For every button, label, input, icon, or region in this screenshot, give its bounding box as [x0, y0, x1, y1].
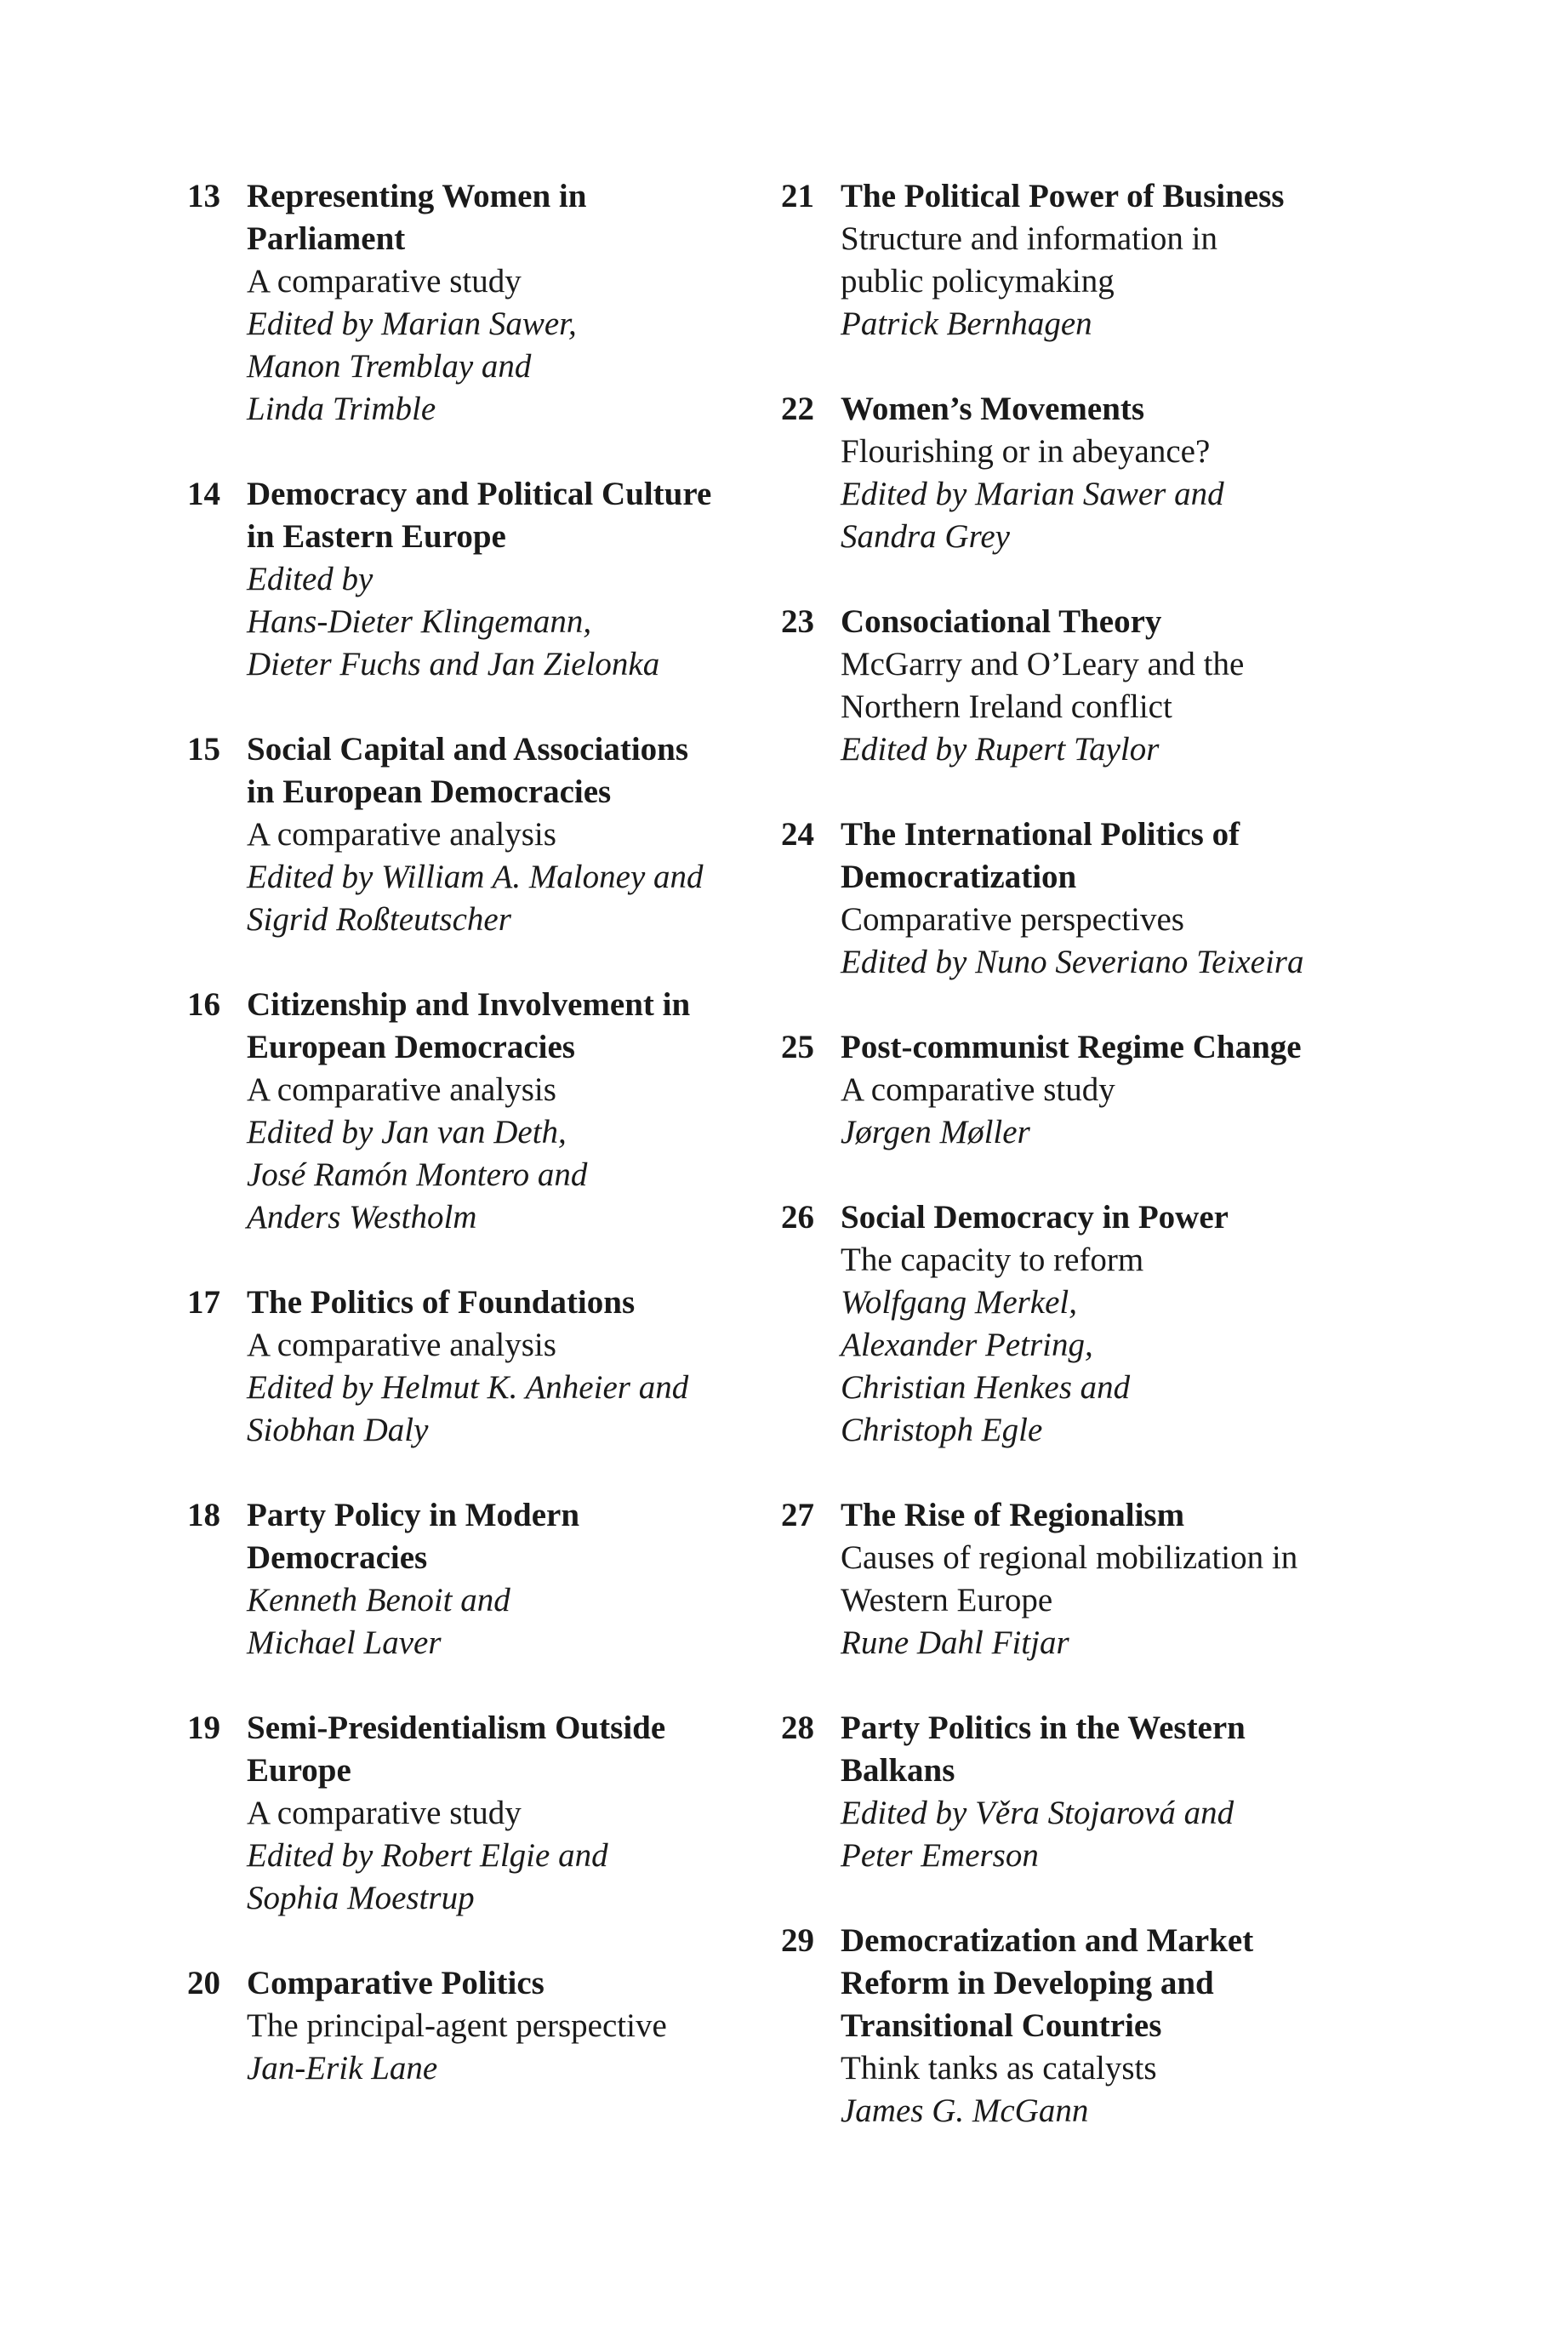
series-entry-25	[781, 1026, 1394, 1154]
entry-authors: Edited by Marian Sawer and Sandra Grey	[841, 476, 1224, 555]
entry-title: Comparative Politics	[247, 1965, 545, 2001]
entry-authors: Rune Dahl Fitjar	[841, 1624, 1069, 1661]
series-entry-15	[187, 728, 774, 941]
entry-subtitle: A comparative study	[247, 263, 522, 300]
entry-authors: Edited by Robert Elgie and Sophia Moestrup	[247, 1837, 608, 1916]
entry-authors: Jørgen Møller	[841, 1114, 1030, 1150]
entry-authors: Edited by Rupert Taylor	[841, 731, 1160, 768]
entry-authors: Patrick Bernhagen	[841, 305, 1092, 342]
series-entry-23	[781, 601, 1394, 771]
entry-number: 27	[781, 1497, 814, 1533]
entry-number: 21	[781, 178, 814, 214]
entry-authors: Edited by Hans-Dieter Klingemann, Dieter Fuchs and Jan Zielonka	[247, 561, 660, 682]
series-entry-22	[781, 388, 1394, 558]
entry-number: 15	[187, 731, 220, 768]
series-entry-14	[187, 473, 774, 686]
series-entry-13	[187, 175, 774, 431]
series-entry-18	[187, 1494, 774, 1664]
entry-title: Party Politics in the Western Balkans	[841, 1710, 1246, 1789]
series-entry-28	[781, 1707, 1394, 1877]
entry-number: 18	[187, 1497, 220, 1533]
entry-authors: Wolfgang Merkel, Alexander Petring, Christian Henkes and Christoph Egle	[841, 1284, 1131, 1448]
entry-title: The Politics of Foundations	[247, 1284, 636, 1321]
series-entry-26	[781, 1196, 1394, 1452]
entry-title: Semi-Presidentialism Outside Europe	[247, 1710, 666, 1789]
series-entry-17	[187, 1282, 774, 1452]
entry-title: Representing Women in Parliament	[247, 178, 587, 257]
entry-number: 22	[781, 391, 814, 427]
series-entry-20	[187, 1962, 774, 2090]
entry-number: 14	[187, 476, 220, 512]
entry-authors: Edited by William A. Maloney and Sigrid Roßteutscher	[247, 859, 704, 938]
entry-subtitle: A comparative analysis	[247, 816, 556, 853]
series-entry-27	[781, 1494, 1394, 1664]
entry-authors: Jan-Erik Lane	[247, 2050, 438, 2087]
entry-number: 28	[781, 1710, 814, 1746]
entry-title: Democracy and Political Culture in Eastern Europe	[247, 476, 712, 555]
series-entry-24	[781, 813, 1394, 984]
entry-authors: Edited by Jan van Deth, José Ramón Montero and Anders Westholm	[247, 1114, 588, 1236]
entry-subtitle: A comparative study	[841, 1071, 1115, 1108]
entry-number: 20	[187, 1965, 220, 2001]
left-column	[187, 175, 774, 2132]
entry-authors: Edited by Helmut K. Anheier and Siobhan Daly	[247, 1369, 689, 1448]
entry-title: Consociational Theory	[841, 603, 1162, 640]
entry-number: 26	[781, 1199, 814, 1236]
entry-subtitle: Causes of regional mobilization in Western Europe	[841, 1539, 1298, 1618]
entry-subtitle: The principal-agent perspective	[247, 2007, 667, 2044]
entry-authors: Kenneth Benoit and Michael Laver	[247, 1582, 510, 1661]
entry-title: Citizenship and Involvement in European Democracies	[247, 986, 691, 1065]
entry-number: 25	[781, 1029, 814, 1065]
entry-number: 19	[187, 1710, 220, 1746]
entry-number: 16	[187, 986, 220, 1023]
entry-number: 29	[781, 1922, 814, 1959]
entry-subtitle: A comparative analysis	[247, 1071, 556, 1108]
entry-number: 17	[187, 1284, 220, 1321]
entry-subtitle: The capacity to reform	[841, 1242, 1144, 1278]
series-entry-21	[781, 175, 1394, 345]
entry-title: The Political Power of Business	[841, 178, 1285, 214]
entry-title: The International Politics of Democratization	[841, 816, 1240, 895]
entry-subtitle: A comparative analysis	[247, 1327, 556, 1363]
entry-subtitle: McGarry and O’Leary and the Northern Ireland conflict	[841, 646, 1245, 725]
entry-authors: Edited by Věra Stojarová and Peter Emerson	[841, 1795, 1234, 1874]
entry-authors: James G. McGann	[841, 2092, 1089, 2129]
entry-title: Party Policy in Modern Democracies	[247, 1497, 580, 1576]
entry-number: 23	[781, 603, 814, 640]
entry-subtitle: A comparative study	[247, 1795, 522, 1831]
entry-subtitle: Structure and information in public policymaking	[841, 220, 1217, 300]
entry-title: Women’s Movements	[841, 391, 1145, 427]
entry-authors: Edited by Nuno Severiano Teixeira	[841, 944, 1304, 980]
entry-title: Social Democracy in Power	[841, 1199, 1229, 1236]
series-entry-19	[187, 1707, 774, 1920]
entry-number: 13	[187, 178, 220, 214]
entry-title: The Rise of Regionalism	[841, 1497, 1185, 1533]
entry-authors: Edited by Marian Sawer, Manon Tremblay and Linda Trimble	[247, 305, 577, 427]
entry-number: 24	[781, 816, 814, 853]
right-column	[781, 175, 1394, 2175]
entry-title: Democratization and Market Reform in Developing and Transitional Countries	[841, 1922, 1254, 2044]
entry-subtitle: Comparative perspectives	[841, 901, 1184, 938]
series-entry-16	[187, 984, 774, 1239]
series-entry-29	[781, 1920, 1394, 2132]
entry-subtitle: Think tanks as catalysts	[841, 2050, 1157, 2087]
entry-title: Post-communist Regime Change	[841, 1029, 1302, 1065]
entry-title: Social Capital and Associations in European Democracies	[247, 731, 689, 810]
entry-subtitle: Flourishing or in abeyance?	[841, 433, 1211, 470]
